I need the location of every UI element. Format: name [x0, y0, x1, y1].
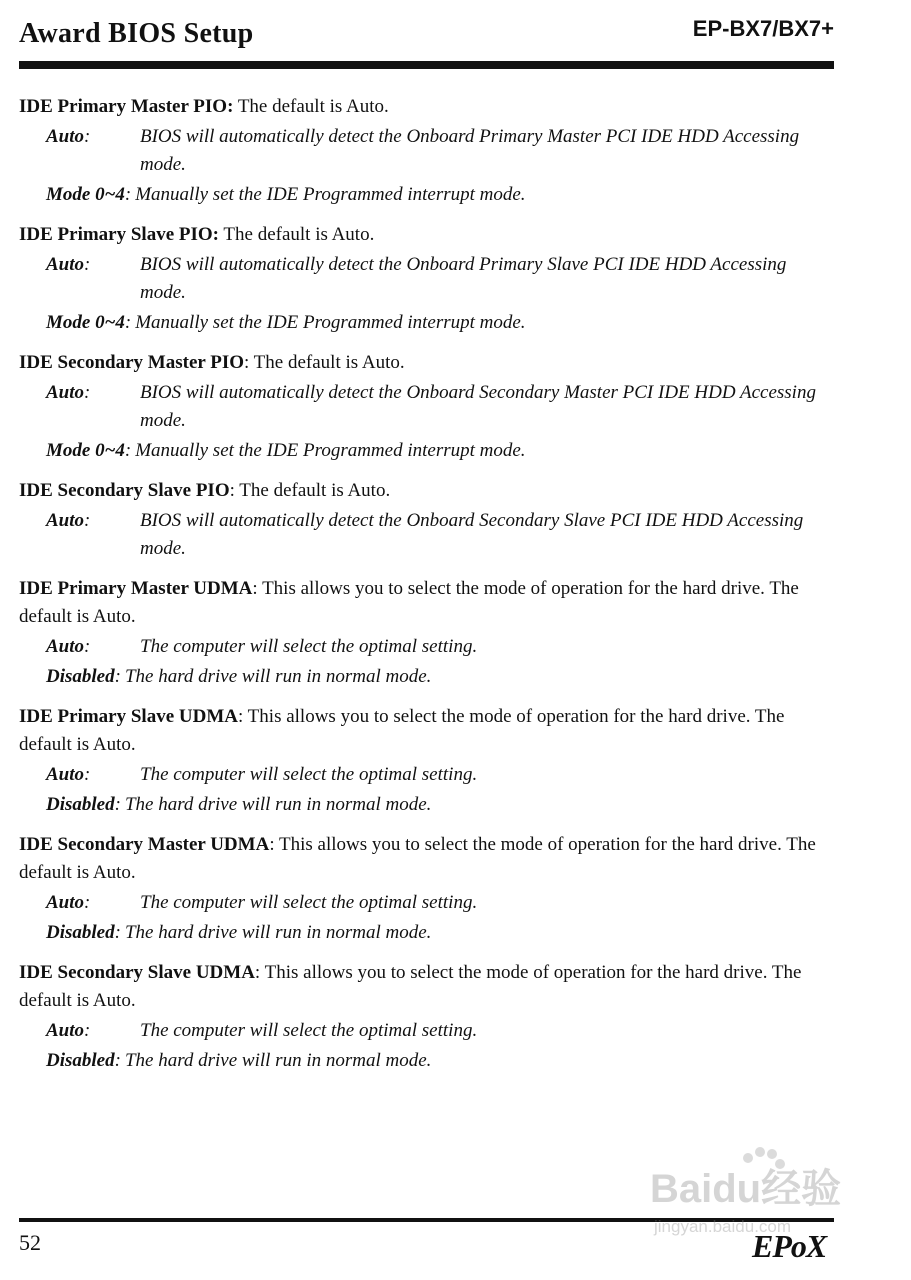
setting-text: : The default is Auto.: [229, 480, 391, 501]
option-separator: :: [84, 892, 91, 913]
option-description: BIOS will automatically detect the Onboard Primary Master PCI IDE HDD Accessing mode.: [140, 126, 800, 175]
watermark-url: jingyan.baidu.com: [654, 1217, 792, 1236]
bios-setting-section: [19, 703, 834, 819]
option-description: The computer will select the optimal setting.: [140, 892, 478, 913]
option-separator: :: [124, 312, 132, 333]
model-number: EP-BX7/BX7+: [692, 16, 834, 41]
baidu-watermark-icon: [640, 1140, 860, 1240]
option-key-wrap: [46, 761, 140, 789]
option-key-wrap: [46, 309, 131, 337]
bios-setting-section: [19, 477, 834, 563]
option-row: [46, 761, 834, 789]
option-key-wrap: [46, 1047, 121, 1075]
setting-name: IDE Secondary Slave UDMA: [19, 962, 255, 983]
setting-text: : This allows you to select the mode of operation for the hard drive. The default is Auto.: [19, 962, 802, 1011]
setting-description: [19, 959, 834, 1015]
option-key: Auto: [46, 892, 85, 913]
option-description: The computer will select the optimal setting.: [140, 636, 478, 657]
option-key-wrap: [46, 663, 121, 691]
option-key-wrap: [46, 633, 140, 661]
option-row: [46, 309, 834, 337]
option-row: [46, 123, 834, 179]
option-description: The hard drive will run in normal mode.: [124, 922, 432, 943]
setting-description: [19, 93, 834, 121]
bios-setting-section: [19, 831, 834, 947]
option-key: Mode 0~4: [46, 184, 125, 205]
bios-setting-section: [19, 93, 834, 209]
option-description: BIOS will automatically detect the Onboard Secondary Slave PCI IDE HDD Accessing mode.: [140, 510, 804, 559]
option-key-wrap: [46, 379, 140, 435]
option-row: [46, 919, 834, 947]
watermark-brand: Baidu经验: [650, 1167, 842, 1211]
option-separator: :: [114, 922, 121, 943]
bios-setting-section: [19, 959, 834, 1075]
option-description: The computer will select the optimal setting.: [140, 764, 478, 785]
option-key: Disabled: [46, 1050, 115, 1071]
setting-text: : This allows you to select the mode of operation for the hard drive. The default is Auto.: [19, 834, 816, 883]
option-description: Manually set the IDE Programmed interrupt mode.: [135, 312, 526, 333]
setting-text: : This allows you to select the mode of operation for the hard drive. The default is Auto.: [19, 706, 785, 755]
setting-name: IDE Secondary Master UDMA: [19, 834, 270, 855]
option-description: Manually set the IDE Programmed interrupt mode.: [135, 440, 526, 461]
bios-setting-section: [19, 575, 834, 691]
option-key: Mode 0~4: [46, 312, 125, 333]
option-key: Disabled: [46, 666, 115, 687]
option-separator: :: [114, 1050, 121, 1071]
option-separator: :: [114, 794, 121, 815]
option-row: [46, 181, 834, 209]
option-key: Auto: [46, 126, 85, 147]
option-key-wrap: [46, 889, 140, 917]
setting-text: The default is Auto.: [219, 224, 375, 245]
option-key-wrap: [46, 251, 140, 307]
manual-content: [19, 93, 834, 1087]
option-key: Auto: [46, 254, 85, 275]
setting-name: IDE Primary Master PIO:: [19, 96, 234, 117]
page-number: 52: [19, 1230, 41, 1255]
option-row: [46, 791, 834, 819]
option-key: Disabled: [46, 922, 115, 943]
option-description: BIOS will automatically detect the Onboard Secondary Master PCI IDE HDD Accessing mode.: [140, 382, 816, 431]
option-separator: :: [84, 126, 91, 147]
option-key-wrap: [46, 123, 140, 179]
option-separator: :: [124, 440, 132, 461]
option-row: [46, 889, 834, 917]
option-row: [46, 1047, 834, 1075]
option-key: Auto: [46, 382, 85, 403]
option-separator: :: [84, 510, 91, 531]
option-description: The hard drive will run in normal mode.: [124, 794, 432, 815]
setting-text: The default is Auto.: [233, 96, 389, 117]
setting-name: IDE Secondary Slave PIO: [19, 480, 230, 501]
document-title: Award BIOS Setup: [19, 18, 254, 49]
setting-description: [19, 477, 834, 505]
option-key: Auto: [46, 764, 85, 785]
option-key-wrap: [46, 919, 121, 947]
option-key: Disabled: [46, 794, 115, 815]
option-key: Mode 0~4: [46, 440, 125, 461]
option-separator: :: [84, 764, 91, 785]
setting-description: [19, 575, 834, 631]
option-row: [46, 663, 834, 691]
option-description: The hard drive will run in normal mode.: [124, 1050, 432, 1071]
option-row: [46, 1017, 834, 1045]
setting-description: [19, 349, 834, 377]
setting-name: IDE Primary Slave PIO:: [19, 224, 220, 245]
setting-name: IDE Primary Slave UDMA: [19, 706, 238, 727]
option-key-wrap: [46, 437, 131, 465]
option-row: [46, 633, 834, 661]
setting-text: : This allows you to select the mode of operation for the hard drive. The default is Auto.: [19, 578, 799, 627]
option-separator: :: [84, 382, 91, 403]
option-key: Auto: [46, 1020, 85, 1041]
option-row: [46, 507, 834, 563]
setting-name: IDE Secondary Master PIO: [19, 352, 244, 373]
setting-text: : The default is Auto.: [244, 352, 405, 373]
option-description: Manually set the IDE Programmed interrupt mode.: [135, 184, 526, 205]
option-row: [46, 437, 834, 465]
option-separator: :: [84, 636, 91, 657]
option-separator: :: [114, 666, 121, 687]
bios-setting-section: [19, 221, 834, 337]
option-description: The hard drive will run in normal mode.: [124, 666, 432, 687]
bios-setting-section: [19, 349, 834, 465]
option-row: [46, 251, 834, 307]
option-separator: :: [124, 184, 132, 205]
option-separator: :: [84, 254, 91, 275]
option-key-wrap: [46, 791, 121, 819]
setting-name: IDE Primary Master UDMA: [19, 578, 253, 599]
epox-logo: EPoX: [752, 1228, 827, 1264]
option-key-wrap: [46, 1017, 140, 1045]
option-key: Auto: [46, 510, 85, 531]
option-row: [46, 379, 834, 435]
setting-description: [19, 831, 834, 887]
option-key-wrap: [46, 181, 131, 209]
setting-description: [19, 703, 834, 759]
header-rule: [19, 61, 834, 69]
option-description: The computer will select the optimal setting.: [140, 1020, 478, 1041]
setting-description: [19, 221, 834, 249]
option-key-wrap: [46, 507, 140, 563]
option-key: Auto: [46, 636, 85, 657]
option-separator: :: [84, 1020, 91, 1041]
option-description: BIOS will automatically detect the Onboard Primary Slave PCI IDE HDD Accessing mode.: [140, 254, 787, 303]
